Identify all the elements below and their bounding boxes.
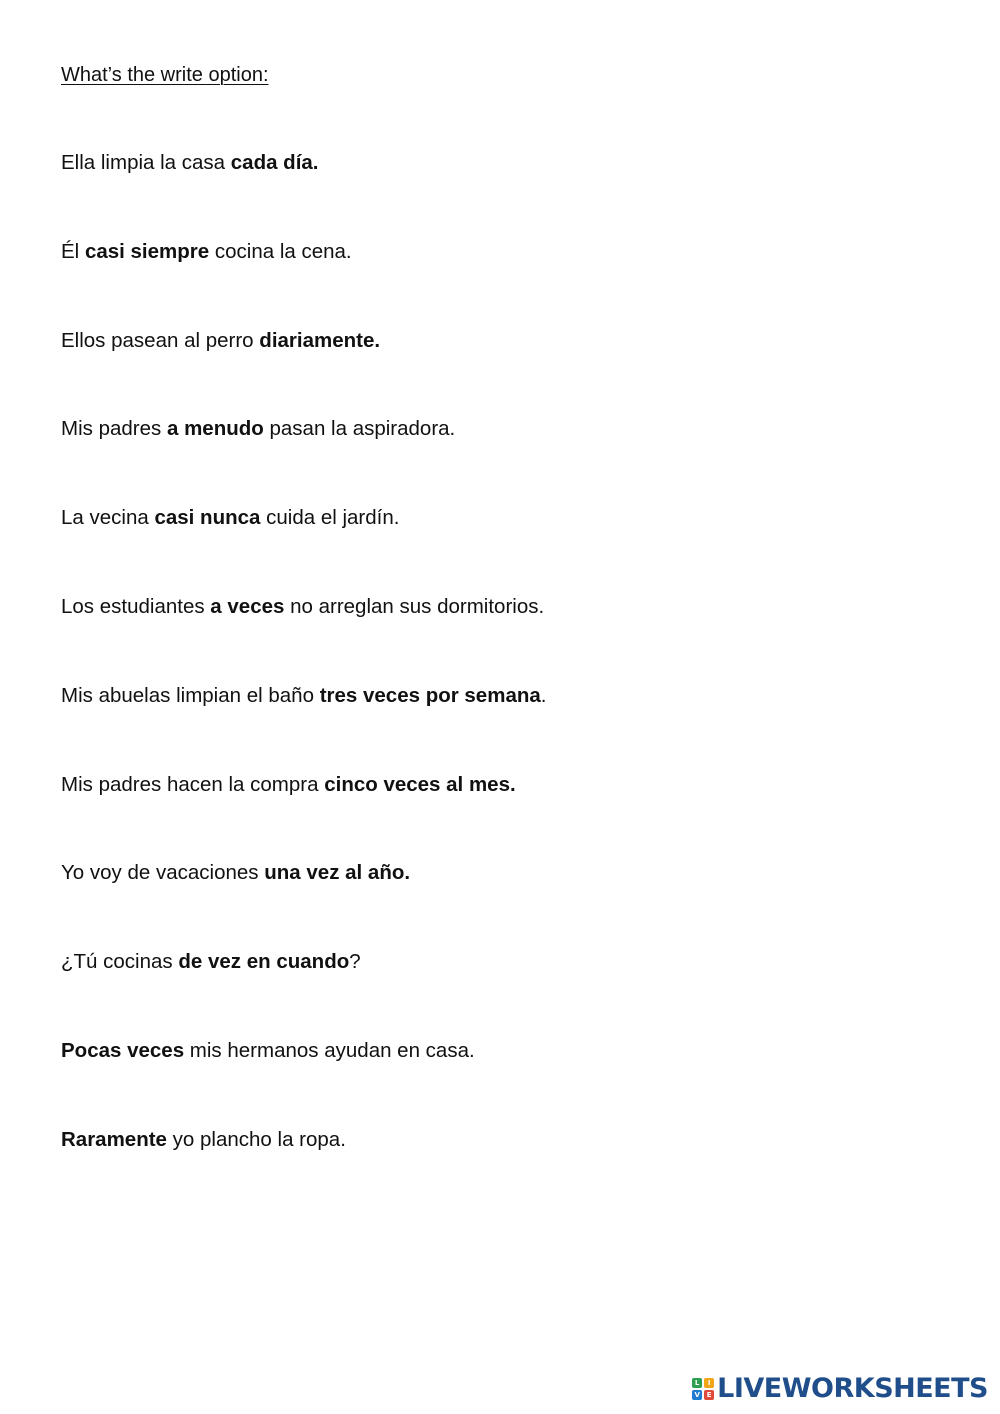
- frequency-expression: cada día.: [230, 151, 319, 174]
- frequency-expression: diariamente.: [259, 328, 381, 352]
- frequency-expression: de vez en cuando: [178, 950, 350, 974]
- sentence-text: Mis padres hacen la compra: [61, 772, 325, 796]
- frequency-expression: Pocas veces: [61, 1038, 185, 1062]
- sentence-text: Ellos pasean al perro: [61, 328, 260, 352]
- frequency-expression: Raramente: [61, 1127, 167, 1151]
- sentence-text: Los estudiantes: [61, 594, 211, 618]
- sentence-11: [61, 1038, 546, 1064]
- sentence-text: Yo voy de vacaciones: [61, 861, 265, 885]
- frequency-expression: casi siempre: [84, 239, 210, 263]
- frequency-expression: casi nunca: [154, 506, 261, 530]
- sentence-text: Mis abuelas limpian el baño: [61, 683, 320, 707]
- liveworksheets-logo[interactable]: [692, 1374, 988, 1404]
- sentence-list: [61, 150, 546, 1216]
- sentence-8: [61, 772, 546, 798]
- logo-tile: E: [704, 1390, 714, 1400]
- sentence-text: cuida el jardín.: [260, 506, 400, 530]
- sentence-9: [61, 860, 546, 886]
- sentence-2: [61, 239, 546, 265]
- logo-tile: I: [704, 1378, 714, 1388]
- sentence-text: Mis padres: [61, 417, 167, 441]
- frequency-expression: a veces: [210, 594, 285, 618]
- sentence-12: [61, 1127, 546, 1153]
- frequency-expression: tres veces por semana: [319, 683, 541, 707]
- sentence-7: [61, 683, 546, 709]
- logo-wordmark: LIVEWORKSHEETS: [717, 1373, 988, 1404]
- sentence-text: La vecina: [61, 506, 155, 530]
- frequency-expression: una vez al año.: [264, 861, 411, 885]
- sentence-text: .: [540, 683, 547, 707]
- sentence-6: [61, 594, 546, 620]
- sentence-10: [61, 949, 546, 975]
- sentence-text: ?: [349, 950, 361, 974]
- sentence-text: cocina la cena.: [209, 239, 352, 263]
- sentence-4: [61, 416, 546, 442]
- sentence-text: yo plancho la ropa.: [166, 1127, 346, 1151]
- sentence-text: Ella limpia la casa: [61, 151, 231, 174]
- sentence-1: [61, 150, 546, 176]
- frequency-expression: a menudo: [166, 417, 264, 441]
- sentence-text: no arreglan sus dormitorios.: [284, 594, 545, 618]
- sentence-text: ¿Tú cocinas: [61, 950, 179, 974]
- sentence-5: [61, 505, 546, 531]
- worksheet-heading: What’s the write option:: [61, 64, 269, 86]
- logo-mark-icon: [692, 1378, 714, 1400]
- sentence-text: pasan la aspiradora.: [263, 417, 456, 441]
- logo-tile: L: [692, 1378, 702, 1388]
- frequency-expression: cinco veces al mes.: [324, 772, 516, 796]
- sentence-text: mis hermanos ayudan en casa.: [184, 1038, 475, 1062]
- sentence-text: Él: [61, 239, 85, 263]
- logo-tile: V: [692, 1390, 702, 1400]
- sentence-3: [61, 328, 546, 354]
